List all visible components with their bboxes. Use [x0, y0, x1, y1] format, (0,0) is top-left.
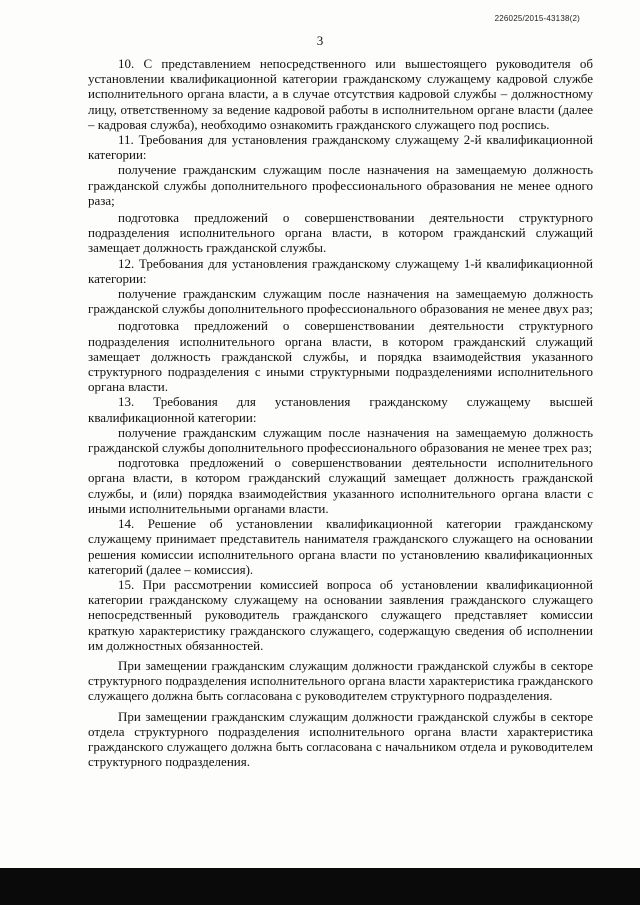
document-body [88, 56, 593, 769]
paragraph-13-item-2: подготовка предложений о совершенствовании деятельности исполнительного органа власти, в котором гражданский служащий замещает должность гражданской службы, и (или) порядка взаимодействия указанного исполнительного органа власти с иными исполнительными органами власти. [88, 455, 593, 516]
scan-bottom-edge [0, 868, 640, 905]
paragraph-13: 13. Требования для установления гражданскому служащему высшей квалификационной категории: [88, 394, 593, 425]
page-number: 3 [316, 33, 324, 48]
paragraph-11-item-2: подготовка предложений о совершенствовании деятельности структурного подразделения исполнительного органа власти, в котором гражданский служащий замещает должность гражданской службы. [88, 210, 593, 256]
paragraph-13-item-1: получение гражданским служащим после назначения на замещаемую должность гражданской службы дополнительного профессионального образования не менее трех раз; [88, 424, 593, 456]
paragraph-15: 15. При рассмотрении комиссией вопроса об установлении квалификационной категории гражданскому служащему на основании заявления гражданского служащего непосредственный руководитель гражданского служащего представляет комиссии краткую характеристику гражданского служащего, содержащую сведения об исполнении им должностных обязанностей. [88, 576, 593, 653]
paragraph-11-item-1: получение гражданским служащим после назначения на замещаемую должность гражданской службы дополнительного профессионального образования не менее одного раза; [88, 162, 593, 208]
paragraph-15-note-2: При замещении гражданским служащим должности гражданской службы в секторе отдела структурного подразделения исполнительного органа власти характеристика гражданского служащего должна быть согласована с начальником отдела и руководителем структурного подразделения. [88, 708, 593, 770]
paragraph-12-item-2: подготовка предложений о совершенствовании деятельности структурного подразделения исполнительного органа власти, в котором гражданский служащий замещает должность гражданской службы, и порядка взаимодействия указанного структурного подразделения с иными структурными подразделениями исполнительного органа власти. [88, 318, 593, 395]
paragraph-11: 11. Требования для установления гражданскому служащему 2-й квалификационной категории: [88, 132, 593, 163]
paragraph-14: 14. Решение об установлении квалификационной категории гражданскому служащему принимает представитель нанимателя гражданского служащего на основании решения комиссии исполнительного органа власти по установлению квалификационных категорий (далее – комиссия). [88, 516, 593, 577]
document-id: 226025/2015-43138(2) [494, 14, 580, 23]
paragraph-10: 10. С представлением непосредственного или вышестоящего руководителя об установлении квалификационной категории гражданскому служащему кадровой службе исполнительного органа власти, а в случае отсутствия кадровой службы – должностному лицу, ответственному за ведение кадровой работы в исполнительном органе власти (далее – кадровая служба), необходимо ознакомить гражданского служащего под роспись. [88, 56, 593, 132]
paragraph-12: 12. Требования для установления гражданскому служащему 1-й квалификационной категории: [88, 255, 593, 286]
paragraph-15-note-1: При замещении гражданским служащим должности гражданской службы в секторе структурного подразделения исполнительного органа власти характеристика гражданского служащего должна быть согласована с руководителем структурного подразделения. [88, 657, 593, 704]
paragraph-12-item-1: получение гражданским служащим после назначения на замещаемую должность гражданской службы дополнительного профессионального образования не менее двух раз; [88, 286, 594, 317]
